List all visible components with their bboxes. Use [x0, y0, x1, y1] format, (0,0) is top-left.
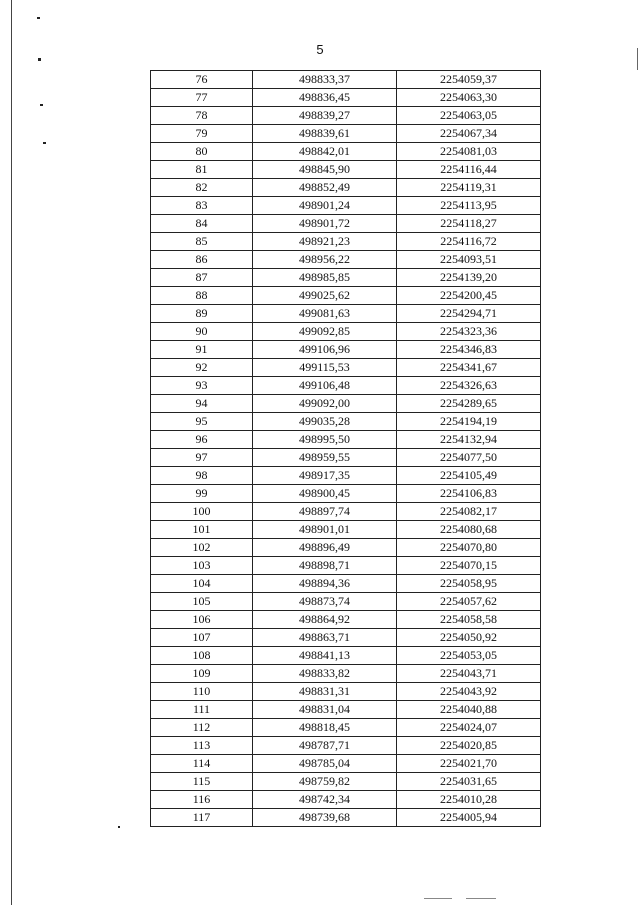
x-coordinate-cell: 498864,92: [253, 611, 397, 629]
y-coordinate-cell: 2254113,95: [397, 197, 541, 215]
x-coordinate-cell: 498985,85: [253, 269, 397, 287]
scan-speck: [37, 17, 40, 19]
scan-speck: [43, 142, 46, 144]
point-number-cell: 78: [151, 107, 253, 125]
y-coordinate-cell: 2254043,71: [397, 665, 541, 683]
point-number-cell: 98: [151, 467, 253, 485]
table-row: [151, 773, 541, 791]
y-coordinate-cell: 2254105,49: [397, 467, 541, 485]
table-row: [151, 593, 541, 611]
y-coordinate-cell: 2254050,92: [397, 629, 541, 647]
x-coordinate-cell: 498896,49: [253, 539, 397, 557]
x-coordinate-cell: 498833,37: [253, 71, 397, 89]
x-coordinate-cell: 498833,82: [253, 665, 397, 683]
table-row: [151, 575, 541, 593]
table-row: [151, 305, 541, 323]
table-row: [151, 791, 541, 809]
y-coordinate-cell: 2254119,31: [397, 179, 541, 197]
x-coordinate-cell: 498841,13: [253, 647, 397, 665]
y-coordinate-cell: 2254070,80: [397, 539, 541, 557]
y-coordinate-cell: 2254082,17: [397, 503, 541, 521]
y-coordinate-cell: 2254024,07: [397, 719, 541, 737]
point-number-cell: 106: [151, 611, 253, 629]
y-coordinate-cell: 2254058,58: [397, 611, 541, 629]
table-row: [151, 413, 541, 431]
x-coordinate-cell: 498959,55: [253, 449, 397, 467]
table-row: [151, 521, 541, 539]
x-coordinate-cell: 499106,96: [253, 341, 397, 359]
table-row: [151, 449, 541, 467]
point-number-cell: 88: [151, 287, 253, 305]
y-coordinate-cell: 2254077,50: [397, 449, 541, 467]
y-coordinate-cell: 2254200,45: [397, 287, 541, 305]
y-coordinate-cell: 2254040,88: [397, 701, 541, 719]
table-row: [151, 143, 541, 161]
x-coordinate-cell: 498917,35: [253, 467, 397, 485]
x-coordinate-cell: 498845,90: [253, 161, 397, 179]
y-coordinate-cell: 2254323,36: [397, 323, 541, 341]
x-coordinate-cell: 498839,61: [253, 125, 397, 143]
x-coordinate-cell: 498873,74: [253, 593, 397, 611]
point-number-cell: 112: [151, 719, 253, 737]
y-coordinate-cell: 2254063,05: [397, 107, 541, 125]
y-coordinate-cell: 2254346,83: [397, 341, 541, 359]
table-row: [151, 341, 541, 359]
y-coordinate-cell: 2254294,71: [397, 305, 541, 323]
table-row: [151, 719, 541, 737]
point-number-cell: 103: [151, 557, 253, 575]
table-row: [151, 215, 541, 233]
table-row: [151, 809, 541, 827]
point-number-cell: 102: [151, 539, 253, 557]
table-row: [151, 611, 541, 629]
x-coordinate-cell: 499025,62: [253, 287, 397, 305]
point-number-cell: 116: [151, 791, 253, 809]
point-number-cell: 100: [151, 503, 253, 521]
point-number-cell: 108: [151, 647, 253, 665]
table-row: [151, 557, 541, 575]
point-number-cell: 76: [151, 71, 253, 89]
x-coordinate-cell: 498995,50: [253, 431, 397, 449]
point-number-cell: 105: [151, 593, 253, 611]
point-number-cell: 113: [151, 737, 253, 755]
y-coordinate-cell: 2254070,15: [397, 557, 541, 575]
table-row: [151, 737, 541, 755]
x-coordinate-cell: 498831,31: [253, 683, 397, 701]
x-coordinate-cell: 498839,27: [253, 107, 397, 125]
x-coordinate-cell: 498901,24: [253, 197, 397, 215]
point-number-cell: 81: [151, 161, 253, 179]
table-row: [151, 233, 541, 251]
x-coordinate-cell: 498900,45: [253, 485, 397, 503]
table-row: [151, 161, 541, 179]
point-number-cell: 80: [151, 143, 253, 161]
y-coordinate-cell: 2254021,70: [397, 755, 541, 773]
x-coordinate-cell: 498894,36: [253, 575, 397, 593]
point-number-cell: 117: [151, 809, 253, 827]
y-coordinate-cell: 2254067,34: [397, 125, 541, 143]
y-coordinate-cell: 2254118,27: [397, 215, 541, 233]
point-number-cell: 114: [151, 755, 253, 773]
table-row: [151, 107, 541, 125]
x-coordinate-cell: 498787,71: [253, 737, 397, 755]
point-number-cell: 107: [151, 629, 253, 647]
table-row: [151, 179, 541, 197]
x-coordinate-cell: 499081,63: [253, 305, 397, 323]
y-coordinate-cell: 2254080,68: [397, 521, 541, 539]
point-number-cell: 109: [151, 665, 253, 683]
scan-mark: [424, 898, 452, 899]
x-coordinate-cell: 498921,23: [253, 233, 397, 251]
y-coordinate-cell: 2254063,30: [397, 89, 541, 107]
x-coordinate-cell: 498956,22: [253, 251, 397, 269]
x-coordinate-cell: 498739,68: [253, 809, 397, 827]
y-coordinate-cell: 2254010,28: [397, 791, 541, 809]
table-row: [151, 377, 541, 395]
y-coordinate-cell: 2254053,05: [397, 647, 541, 665]
scan-speck: [38, 58, 41, 61]
x-coordinate-cell: 499092,00: [253, 395, 397, 413]
point-number-cell: 86: [151, 251, 253, 269]
point-number-cell: 95: [151, 413, 253, 431]
y-coordinate-cell: 2254116,44: [397, 161, 541, 179]
table-row: [151, 485, 541, 503]
table-row: [151, 89, 541, 107]
x-coordinate-cell: 498785,04: [253, 755, 397, 773]
scan-speck: [118, 826, 120, 828]
x-coordinate-cell: 498901,72: [253, 215, 397, 233]
y-coordinate-cell: 2254289,65: [397, 395, 541, 413]
coordinates-table-body: [151, 71, 541, 827]
point-number-cell: 77: [151, 89, 253, 107]
x-coordinate-cell: 498901,01: [253, 521, 397, 539]
y-coordinate-cell: 2254020,85: [397, 737, 541, 755]
y-coordinate-cell: 2254057,62: [397, 593, 541, 611]
y-coordinate-cell: 2254093,51: [397, 251, 541, 269]
x-coordinate-cell: 498852,49: [253, 179, 397, 197]
point-number-cell: 96: [151, 431, 253, 449]
scan-mark: [466, 898, 496, 899]
table-row: [151, 197, 541, 215]
y-coordinate-cell: 2254106,83: [397, 485, 541, 503]
y-coordinate-cell: 2254081,03: [397, 143, 541, 161]
point-number-cell: 111: [151, 701, 253, 719]
table-row: [151, 701, 541, 719]
x-coordinate-cell: 498831,04: [253, 701, 397, 719]
y-coordinate-cell: 2254341,67: [397, 359, 541, 377]
y-coordinate-cell: 2254058,95: [397, 575, 541, 593]
table-row: [151, 323, 541, 341]
x-coordinate-cell: 498897,74: [253, 503, 397, 521]
point-number-cell: 92: [151, 359, 253, 377]
x-coordinate-cell: 498759,82: [253, 773, 397, 791]
table-row: [151, 251, 541, 269]
point-number-cell: 93: [151, 377, 253, 395]
x-coordinate-cell: 499115,53: [253, 359, 397, 377]
x-coordinate-cell: 498818,45: [253, 719, 397, 737]
point-number-cell: 85: [151, 233, 253, 251]
x-coordinate-cell: 498836,45: [253, 89, 397, 107]
y-coordinate-cell: 2254059,37: [397, 71, 541, 89]
point-number-cell: 90: [151, 323, 253, 341]
table-row: [151, 71, 541, 89]
table-row: [151, 665, 541, 683]
point-number-cell: 84: [151, 215, 253, 233]
point-number-cell: 99: [151, 485, 253, 503]
table-row: [151, 431, 541, 449]
x-coordinate-cell: 499035,28: [253, 413, 397, 431]
x-coordinate-cell: 498742,34: [253, 791, 397, 809]
table-row: [151, 395, 541, 413]
table-row: [151, 125, 541, 143]
table-row: [151, 683, 541, 701]
y-coordinate-cell: 2254194,19: [397, 413, 541, 431]
point-number-cell: 89: [151, 305, 253, 323]
point-number-cell: 87: [151, 269, 253, 287]
y-coordinate-cell: 2254139,20: [397, 269, 541, 287]
table-row: [151, 467, 541, 485]
point-number-cell: 104: [151, 575, 253, 593]
y-coordinate-cell: 2254116,72: [397, 233, 541, 251]
x-coordinate-cell: 498842,01: [253, 143, 397, 161]
y-coordinate-cell: 2254005,94: [397, 809, 541, 827]
point-number-cell: 97: [151, 449, 253, 467]
table-row: [151, 359, 541, 377]
point-number-cell: 82: [151, 179, 253, 197]
point-number-cell: 101: [151, 521, 253, 539]
coordinates-table: [150, 70, 541, 827]
table-row: [151, 503, 541, 521]
y-coordinate-cell: 2254326,63: [397, 377, 541, 395]
table-row: [151, 629, 541, 647]
point-number-cell: 83: [151, 197, 253, 215]
y-coordinate-cell: 2254043,92: [397, 683, 541, 701]
table-row: [151, 539, 541, 557]
page-number: 5: [316, 42, 324, 57]
x-coordinate-cell: 499092,85: [253, 323, 397, 341]
table-row: [151, 647, 541, 665]
point-number-cell: 110: [151, 683, 253, 701]
point-number-cell: 79: [151, 125, 253, 143]
table-row: [151, 755, 541, 773]
x-coordinate-cell: 498863,71: [253, 629, 397, 647]
y-coordinate-cell: 2254031,65: [397, 773, 541, 791]
y-coordinate-cell: 2254132,94: [397, 431, 541, 449]
point-number-cell: 115: [151, 773, 253, 791]
x-coordinate-cell: 499106,48: [253, 377, 397, 395]
scan-speck: [40, 104, 43, 106]
scan-edge-line: [11, 0, 12, 905]
table-row: [151, 287, 541, 305]
point-number-cell: 91: [151, 341, 253, 359]
x-coordinate-cell: 498898,71: [253, 557, 397, 575]
table-row: [151, 269, 541, 287]
point-number-cell: 94: [151, 395, 253, 413]
